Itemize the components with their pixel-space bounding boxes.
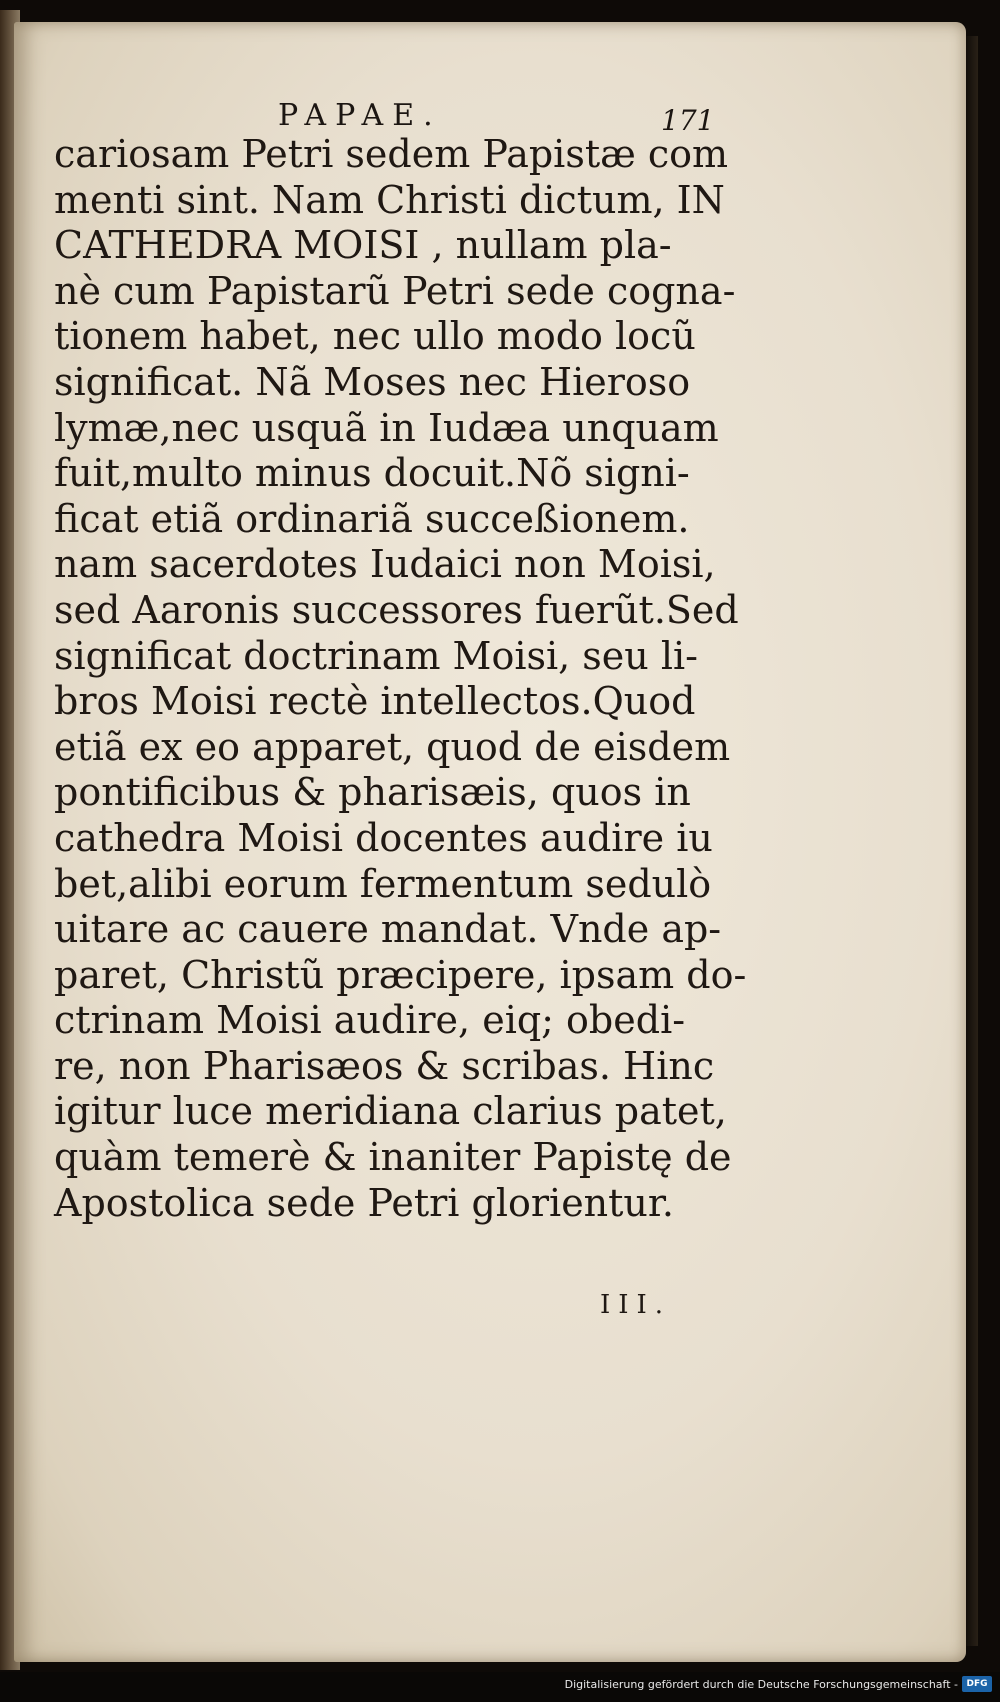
running-head: PAPAE. (278, 98, 442, 133)
text-line: igitur luce meridiana clarius patet, (54, 1089, 727, 1134)
text-line: nè cum Papistarũ Petri sede cogna- (54, 268, 736, 313)
text-line: tionem habet, nec ullo modo locũ (54, 314, 696, 359)
text-line: quàm temerè & inaniter Papistę de (54, 1135, 732, 1180)
text-line: cathedra Moisi docentes audire iu (54, 815, 713, 860)
text-line: nam sacerdotes Iudaici non Moisi, (54, 542, 716, 587)
page-number: 171 (661, 104, 715, 137)
text-line: significat. Nã Moses nec Hieroso (54, 359, 691, 404)
text-line: bet,alibi eorum fermentum sedulò (54, 861, 712, 906)
text-line: cariosam Petri sedem Papistæ com (54, 132, 729, 176)
text-line: sed Aaronis successores fuerũt.Sed (54, 587, 739, 632)
text-line: ctrinam Moisi audire, eiq; obedi- (54, 998, 686, 1043)
dfg-logo-icon: DFG (962, 1676, 992, 1692)
text-line: ficat etiã ordinariã succeßionem. (54, 496, 690, 541)
text-line: fuit,multo minus docuit.Nõ signi- (54, 451, 690, 496)
text-line: re, non Pharisæos & scribas. Hinc (54, 1043, 715, 1088)
text-line: etiã ex eo apparet, quod de eisdem (54, 724, 731, 769)
catchword: III. (600, 1290, 672, 1320)
text-line: menti sint. Nam Christi dictum, IN (54, 177, 725, 222)
text-line: bros Moisi rectè intellectos.Quod (54, 679, 696, 724)
text-line: lymæ,nec usquã in Iudæa unquam (54, 405, 719, 450)
text-line: paret, Christũ præcipere, ipsam do- (54, 952, 747, 997)
text-line: pontificibus & pharisæis, quos in (54, 770, 691, 815)
text-line: Apostolica sede Petri glorientur. (54, 1180, 674, 1225)
text-line: significat doctrinam Moisi, seu li- (54, 633, 698, 678)
text-line: CATHEDRA MOISI , nullam pla- (54, 223, 672, 268)
funding-credit: Digitalisierung gefördert durch die Deutsche Forschungsgemeinschaft - (564, 1678, 958, 1691)
text-block (54, 132, 747, 1226)
text-line: uitare ac cauere mandat. Vnde ap- (54, 907, 722, 952)
page-edge-shadow (964, 36, 978, 1646)
